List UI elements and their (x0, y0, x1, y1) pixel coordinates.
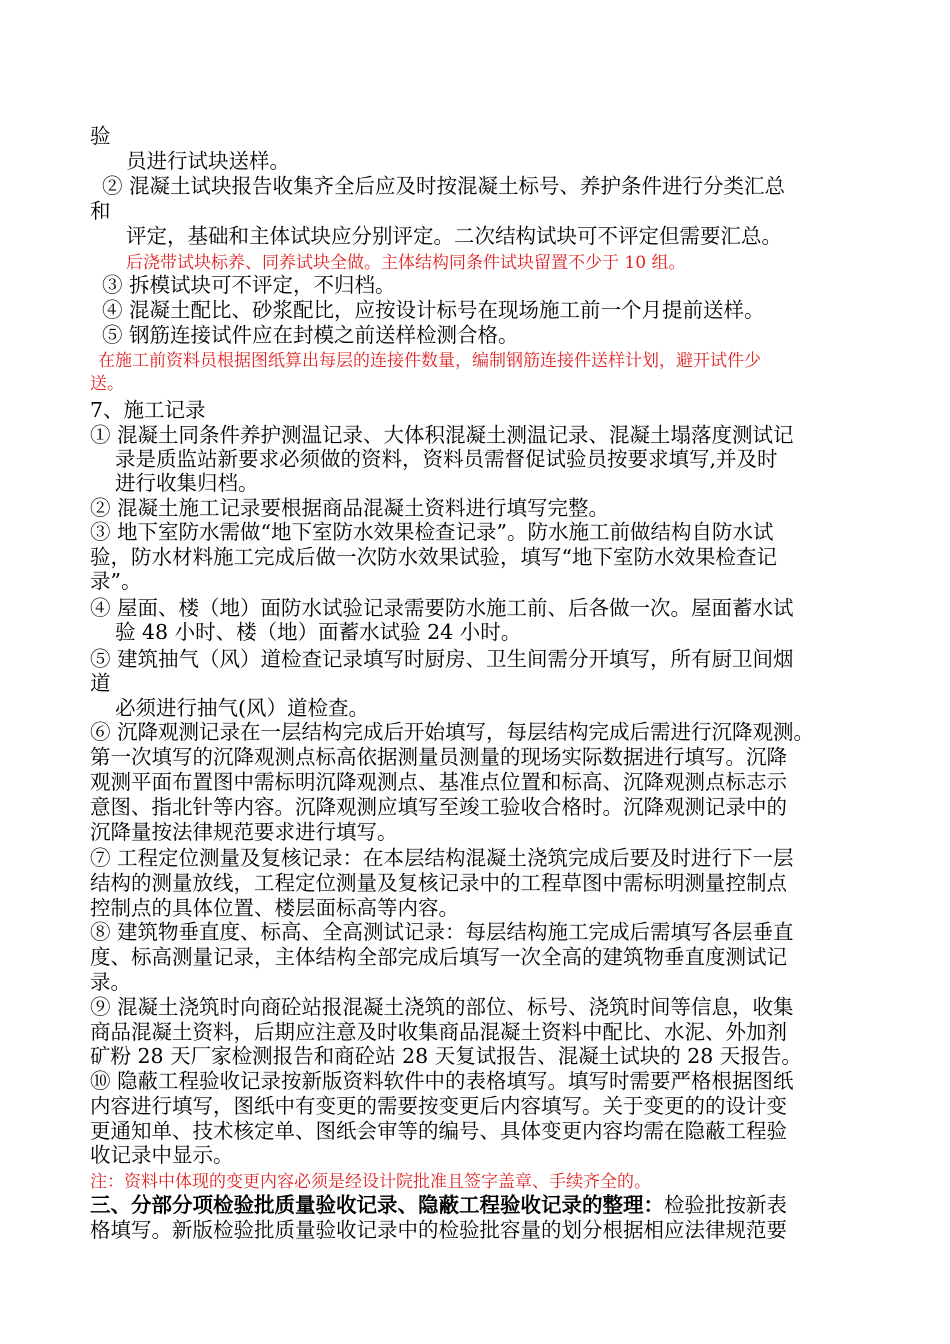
text-line: ④ 混凝土配比、砂浆配比，应按设计标号在现场施工前一个月提前送样。 (102, 298, 765, 322)
text-line: ⑦ 工程定位测量及复核记录：在本层结构混凝土浇筑完成后要及时进行下一层 (90, 846, 794, 870)
red-note: 后浇带试块标养、同养试块全做。主体结构同条件试块留置不少于 10 组。 (126, 253, 686, 273)
text-line: 更通知单、技术核定单、图纸会审等的编号、具体变更内容均需在隐蔽工程验 (90, 1119, 787, 1143)
text-line: ③ 拆模试块可不评定，不归档。 (102, 273, 396, 297)
text-line: ⑤ 建筑抽气（风）道检查记录填写时厨房、卫生间需分开填写，所有厨卫间烟 (90, 647, 794, 671)
section-3-heading: 三、分部分项检验批质量验收记录、隐蔽工程验收记录的整理： (90, 1193, 664, 1217)
text-line: ② 混凝土试块报告收集齐全后应及时按混凝土标号、养护条件进行分类汇总 (102, 174, 786, 198)
text-line: ⑤ 钢筋连接试件应在封模之前送样检测合格。 (102, 323, 519, 347)
red-note: 注：资料中体现的变更内容必须是经设计院批准且签字盖章、手续齐全的。 (90, 1172, 651, 1192)
text-line: 道 (90, 671, 111, 695)
text-fragment: 检验批按新表 (664, 1193, 787, 1217)
text-line: ④ 屋面、楼（地）面防水试验记录需要防水施工前、后各做一次。屋面蓄水试 (90, 596, 794, 620)
text-line: 和 (90, 199, 111, 223)
text-line: 意图、指北针等内容。沉降观测应填写至竣工验收合格时。沉降观测记录中的 (90, 795, 787, 819)
red-note: 送。 (90, 374, 124, 394)
red-note: 在施工前资料员根据图纸算出每层的连接件数量，编制钢筋连接件送样计划，避开试件少 (98, 351, 761, 371)
text-line: ⑩ 隐蔽工程验收记录按新版资料软件中的表格填写。填写时需要严格根据图纸 (90, 1069, 794, 1093)
text-line: 收记录中显示。 (90, 1143, 234, 1167)
text-line: 录。 (90, 970, 131, 994)
text-line: 验 (90, 124, 111, 148)
text-line: 格填写。新版检验批质量验收记录中的检验批容量的划分根据相应法律规范要 (90, 1218, 787, 1242)
text-line: 内容进行填写，图纸中有变更的需要按变更后内容填写。关于变更的的设计变 (90, 1094, 787, 1118)
text-line: ① 混凝土同条件养护测温记录、大体积混凝土测温记录、混凝土塌落度测试记 (90, 423, 794, 447)
text-line: 第一次填写的沉降观测点标高依据测量员测量的现场实际数据进行填写。沉降 (90, 745, 787, 769)
text-line: 进行收集归档。 (115, 471, 259, 495)
text-line: 沉降量按法律规范要求进行填写。 (90, 820, 398, 844)
text-line: ⑧ 建筑物垂直度、标高、全高测试记录：每层结构施工完成后需填写各层垂直 (90, 920, 794, 944)
text-line: 商品混凝土资料，后期应注意及时收集商品混凝土资料中配比、水泥、外加剂 (90, 1020, 787, 1044)
text-line: 必须进行抽气(风）道检查。 (115, 696, 369, 720)
text-line: ② 混凝土施工记录要根据商品混凝土资料进行填写完整。 (90, 496, 610, 520)
text-line: 控制点的具体位置、楼层面标高等内容。 (90, 896, 459, 920)
text-line: 评定，基础和主体试块应分别评定。二次结构试块可不评定但需要汇总。 (126, 224, 782, 248)
text-line: ⑥ 沉降观测记录在一层结构完成后开始填写，每层结构完成后需进行沉降观测。 (90, 720, 815, 744)
text-line: 验，防水材料施工完成后做一次防水效果试验，填写“地下室防水效果检查记 (90, 545, 777, 569)
text-line: 验 48 小时、楼（地）面蓄水试验 24 小时。 (115, 620, 522, 644)
text-line: ⑨ 混凝土浇筑时向商砼站报混凝土浇筑的部位、标号、浇筑时间等信息，收集 (90, 995, 794, 1019)
text-line: 度、标高测量记录，主体结构全部完成后填写一次全高的建筑物垂直度测试记 (90, 945, 787, 969)
section-heading: 7、施工记录 (90, 398, 206, 422)
text-line: ③ 地下室防水需做“地下室防水效果检查记录”。防水施工前做结构自防水试 (90, 520, 774, 544)
text-line: 观测平面布置图中需标明沉降观测点、基准点位置和标高、沉降观测点标志示 (90, 770, 787, 794)
text-line: 录是质监站新要求必须做的资料，资料员需督促试验员按要求填写,并及时 (115, 447, 778, 471)
text-line: 矿粉 28 天厂家检测报告和商砼站 28 天复试报告、混凝土试块的 28 天报告。 (90, 1044, 802, 1068)
text-line: 结构的测量放线，工程定位测量及复核记录中的工程草图中需标明测量控制点 (90, 871, 787, 895)
text-line: 员进行试块送样。 (126, 149, 290, 173)
text-line (90, 1193, 880, 1217)
text-line: 录”。 (90, 569, 142, 593)
